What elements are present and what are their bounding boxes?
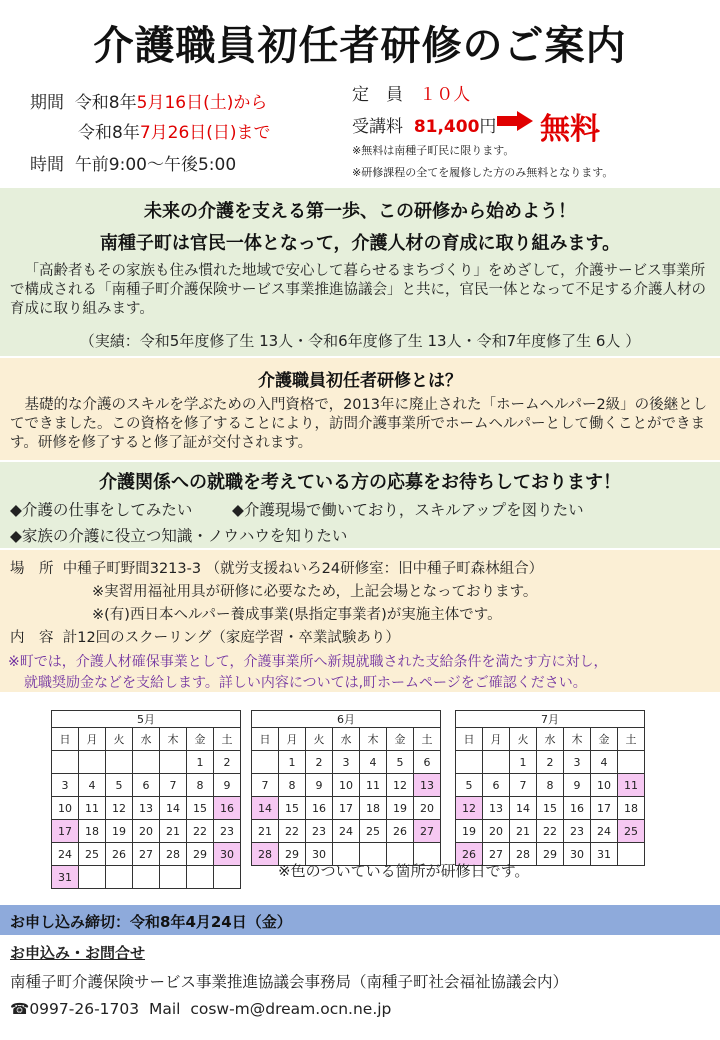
calendar-day: 11	[79, 797, 106, 820]
calendar-weekday: 月	[79, 728, 106, 751]
contact-heading: お申込み・お問合せ	[10, 944, 146, 962]
contact-line: ☎0997-26-1703 Mail cosw-m@dream.ocn.ne.jp	[10, 1000, 392, 1018]
period-end: 令和8年7月26日(日)まで	[78, 123, 271, 143]
location: 場 所 中種子町野間3213-3 （就労支援ねいろ24研修室：旧中種子町森林組合）	[10, 561, 544, 577]
calendar-day: 10	[591, 774, 618, 797]
calendar-day: 1	[510, 751, 537, 774]
recruit-bullet-2: ◆介護現場で働いており，スキルアップを図りたい	[232, 501, 584, 519]
calendar-day	[252, 751, 279, 774]
recruit-headline: 介護関係への就職を考えている方の応募をお待ちしております！	[99, 472, 621, 493]
note-residents: ※無料は南種子町民に限ります。	[352, 144, 515, 157]
calendar-day: 31	[591, 843, 618, 866]
calendar-day: 6	[483, 774, 510, 797]
calendar-day	[483, 751, 510, 774]
calendar-day: 17	[52, 820, 79, 843]
contact-mail[interactable]: cosw-m@dream.ocn.ne.jp	[190, 1000, 392, 1018]
fee: 受講料 81,400円	[352, 117, 497, 137]
time: 時間 午前9:00～午後5:00	[30, 155, 237, 175]
calendar-day: 6	[414, 751, 441, 774]
calendar-weekday: 木	[160, 728, 187, 751]
calendar-day: 26	[387, 820, 414, 843]
calendar-weekday: 水	[537, 728, 564, 751]
calendar-day: 24	[52, 843, 79, 866]
arrow-right-icon	[497, 111, 533, 131]
calendar-weekday: 木	[564, 728, 591, 751]
calendar-day: 27	[414, 820, 441, 843]
calendar-day: 23	[564, 820, 591, 843]
support-note-2: 就職奨励金などを支給します。詳しい内容については,町ホームページをご確認ください。	[24, 675, 587, 691]
calendar-day: 4	[591, 751, 618, 774]
recruit-bullet-1: ◆介護の仕事をしてみたい	[10, 501, 193, 519]
calendar-day: 25	[79, 843, 106, 866]
calendar-day: 12	[456, 797, 483, 820]
calendar-day: 6	[133, 774, 160, 797]
note-completion: ※研修課程の全てを履修した方のみ無料となります。	[352, 166, 614, 179]
calendar-day: 1	[187, 751, 214, 774]
calendar-day	[79, 866, 106, 889]
calendar-day	[160, 866, 187, 889]
calendar-day: 16	[214, 797, 241, 820]
calendar-day: 5	[106, 774, 133, 797]
calendar-day: 8	[279, 774, 306, 797]
calendar-month-name: 7月	[456, 711, 645, 728]
calendar-day: 9	[564, 774, 591, 797]
calendar-day: 9	[214, 774, 241, 797]
calendar-day: 30	[306, 843, 333, 866]
calendar-day: 2	[537, 751, 564, 774]
intro-headline-2: 南種子町は官民一体となって，介護人材の育成に取り組みます。	[99, 233, 621, 254]
intro-body: 「高齢者もその家族も住み慣れた地域で安心して暮らせるまちづくり」をめざして，介護サービス事業所で構成される「南種子町介護保険サービス事業推進協議会」と共に，官民一体となって不足する介護人材の育成に取り組みます。	[10, 263, 706, 317]
calendar-day: 5	[387, 751, 414, 774]
intro-headline-1: 未来の介護を支える第一歩、この研修から始めよう！	[144, 201, 576, 222]
calendar-day: 23	[306, 820, 333, 843]
calendar-weekday: 水	[133, 728, 160, 751]
calendar-day: 28	[510, 843, 537, 866]
calendar-day	[618, 751, 645, 774]
location-note-2: ※(有)西日本ヘルパー養成事業(県指定事業者)が実施主体です。	[92, 607, 502, 623]
calendar-day: 26	[106, 843, 133, 866]
calendar-day: 14	[510, 797, 537, 820]
calendar-day: 16	[306, 797, 333, 820]
calendar-day	[456, 751, 483, 774]
calendar-day	[133, 866, 160, 889]
calendar-day: 11	[360, 774, 387, 797]
calendar-weekday: 金	[591, 728, 618, 751]
calendar-month-2	[251, 710, 441, 866]
calendar-day: 22	[187, 820, 214, 843]
calendar-day: 29	[279, 843, 306, 866]
calendar-day	[133, 751, 160, 774]
calendar-weekday: 金	[387, 728, 414, 751]
about-headline: 介護職員初任者研修とは？	[258, 371, 462, 391]
calendar-day	[214, 866, 241, 889]
location-note-1: ※実習用福祉用具が研修に必要なため，上記会場となっております。	[92, 584, 538, 600]
about-body: 基礎的な介護のスキルを学ぶための入門資格で，2013年に廃止された「ホームヘルパー2級」の後継としてできました。この資格を修了することにより，訪問介護事業所でホームヘルパーとして働くことができます。研修を修了すると修了証が交付されます。	[10, 397, 708, 451]
support-note-1: ※町では，介護人材確保事業として，介護事業所へ新規就職された支給条件を満たす方に対し，	[8, 654, 608, 670]
page-title: 介護職員初任者研修のご案内	[93, 23, 627, 69]
calendar-day: 1	[279, 751, 306, 774]
calendar-day: 27	[483, 843, 510, 866]
calendar-day: 18	[360, 797, 387, 820]
calendar-day	[106, 751, 133, 774]
calendar-day: 28	[252, 843, 279, 866]
calendar-day	[187, 866, 214, 889]
calendar-day: 14	[160, 797, 187, 820]
calendar-month-3	[455, 710, 645, 866]
calendar-weekday: 日	[456, 728, 483, 751]
calendar-day: 3	[564, 751, 591, 774]
calendar-day: 17	[333, 797, 360, 820]
calendar-day	[160, 751, 187, 774]
calendar-day: 7	[252, 774, 279, 797]
calendar-day: 27	[133, 843, 160, 866]
calendar-day: 15	[279, 797, 306, 820]
calendar-day: 4	[360, 751, 387, 774]
calendar-day: 10	[333, 774, 360, 797]
calendar-day: 19	[106, 820, 133, 843]
calendar-weekday: 土	[618, 728, 645, 751]
calendar-day: 18	[79, 820, 106, 843]
intro-record: （実績：令和5年度修了生 13人・令和6年度修了生 13人・令和7年度修了生 6人 ）	[79, 332, 641, 350]
calendar-day: 18	[618, 797, 645, 820]
calendar-day: 20	[414, 797, 441, 820]
calendar-weekday: 火	[106, 728, 133, 751]
contact-phone[interactable]: 0997-26-1703	[29, 1000, 140, 1018]
calendar-day: 13	[483, 797, 510, 820]
calendar-day: 20	[133, 820, 160, 843]
calendar-month-1	[51, 710, 241, 889]
calendar-day: 10	[52, 797, 79, 820]
calendar-day: 7	[510, 774, 537, 797]
calendar-weekday: 日	[252, 728, 279, 751]
calendar-day: 17	[591, 797, 618, 820]
calendar-weekday: 土	[214, 728, 241, 751]
calendar-day: 3	[52, 774, 79, 797]
calendar-day: 24	[591, 820, 618, 843]
calendar-day: 15	[537, 797, 564, 820]
calendar-day: 16	[564, 797, 591, 820]
calendar-day: 2	[306, 751, 333, 774]
calendar-day: 30	[564, 843, 591, 866]
content: 内 容 計12回のスクーリング（家庭学習・卒業試験あり）	[10, 630, 400, 646]
calendar-day: 30	[214, 843, 241, 866]
calendar-day: 22	[279, 820, 306, 843]
free-label: 無料	[540, 112, 600, 147]
phone-icon: ☎	[10, 1000, 30, 1018]
calendar-day: 4	[79, 774, 106, 797]
calendar-day: 21	[510, 820, 537, 843]
calendar-day: 31	[52, 866, 79, 889]
contact-office: 南種子町介護保険サービス事業推進協議会事務局（南種子町社会福祉協議会内）	[10, 973, 569, 991]
calendar-day: 3	[333, 751, 360, 774]
calendar-day: 12	[106, 797, 133, 820]
calendar-month-name: 5月	[52, 711, 241, 728]
calendar-weekday: 火	[306, 728, 333, 751]
calendar-day: 29	[537, 843, 564, 866]
calendar-day: 8	[187, 774, 214, 797]
calendar-day	[79, 751, 106, 774]
calendar-weekday: 日	[52, 728, 79, 751]
calendar-weekday: 土	[414, 728, 441, 751]
calendar-day: 19	[456, 820, 483, 843]
calendar-day: 9	[306, 774, 333, 797]
calendar-day	[52, 751, 79, 774]
calendar-day: 20	[483, 820, 510, 843]
calendar-day: 24	[333, 820, 360, 843]
calendar-day: 19	[387, 797, 414, 820]
period-start: 期間 令和8年5月16日(土)から	[30, 93, 268, 113]
calendar-day: 23	[214, 820, 241, 843]
calendar-day: 11	[618, 774, 645, 797]
recruit-bullet-3: ◆家族の介護に役立つ知識・ノウハウを知りたい	[10, 527, 348, 545]
calendar-day: 25	[618, 820, 645, 843]
calendar-day: 22	[537, 820, 564, 843]
calendar-day: 14	[252, 797, 279, 820]
calendar-weekday: 月	[483, 728, 510, 751]
calendar-day: 8	[537, 774, 564, 797]
capacity: 定 員 １０人	[352, 85, 471, 105]
calendar-day: 5	[456, 774, 483, 797]
calendar-day: 13	[414, 774, 441, 797]
calendar-day: 7	[160, 774, 187, 797]
calendar-day: 28	[160, 843, 187, 866]
calendar-day: 26	[456, 843, 483, 866]
calendar-day: 15	[187, 797, 214, 820]
calendar-day: 25	[360, 820, 387, 843]
calendar-day: 21	[252, 820, 279, 843]
calendar-weekday: 金	[187, 728, 214, 751]
calendar-day: 2	[214, 751, 241, 774]
calendar-weekday: 月	[279, 728, 306, 751]
calendar-weekday: 木	[360, 728, 387, 751]
calendar-day	[618, 843, 645, 866]
calendar-weekday: 火	[510, 728, 537, 751]
calendar-day: 13	[133, 797, 160, 820]
calendar-day: 29	[187, 843, 214, 866]
calendar-day	[106, 866, 133, 889]
calendar-day: 12	[387, 774, 414, 797]
calendar-weekday: 水	[333, 728, 360, 751]
calendar-month-name: 6月	[252, 711, 441, 728]
deadline: お申し込み締切：令和8年4月24日（金）	[10, 913, 292, 931]
calendar-note: ※色のついている箇所が研修日です。	[278, 862, 530, 880]
calendar-day: 21	[160, 820, 187, 843]
